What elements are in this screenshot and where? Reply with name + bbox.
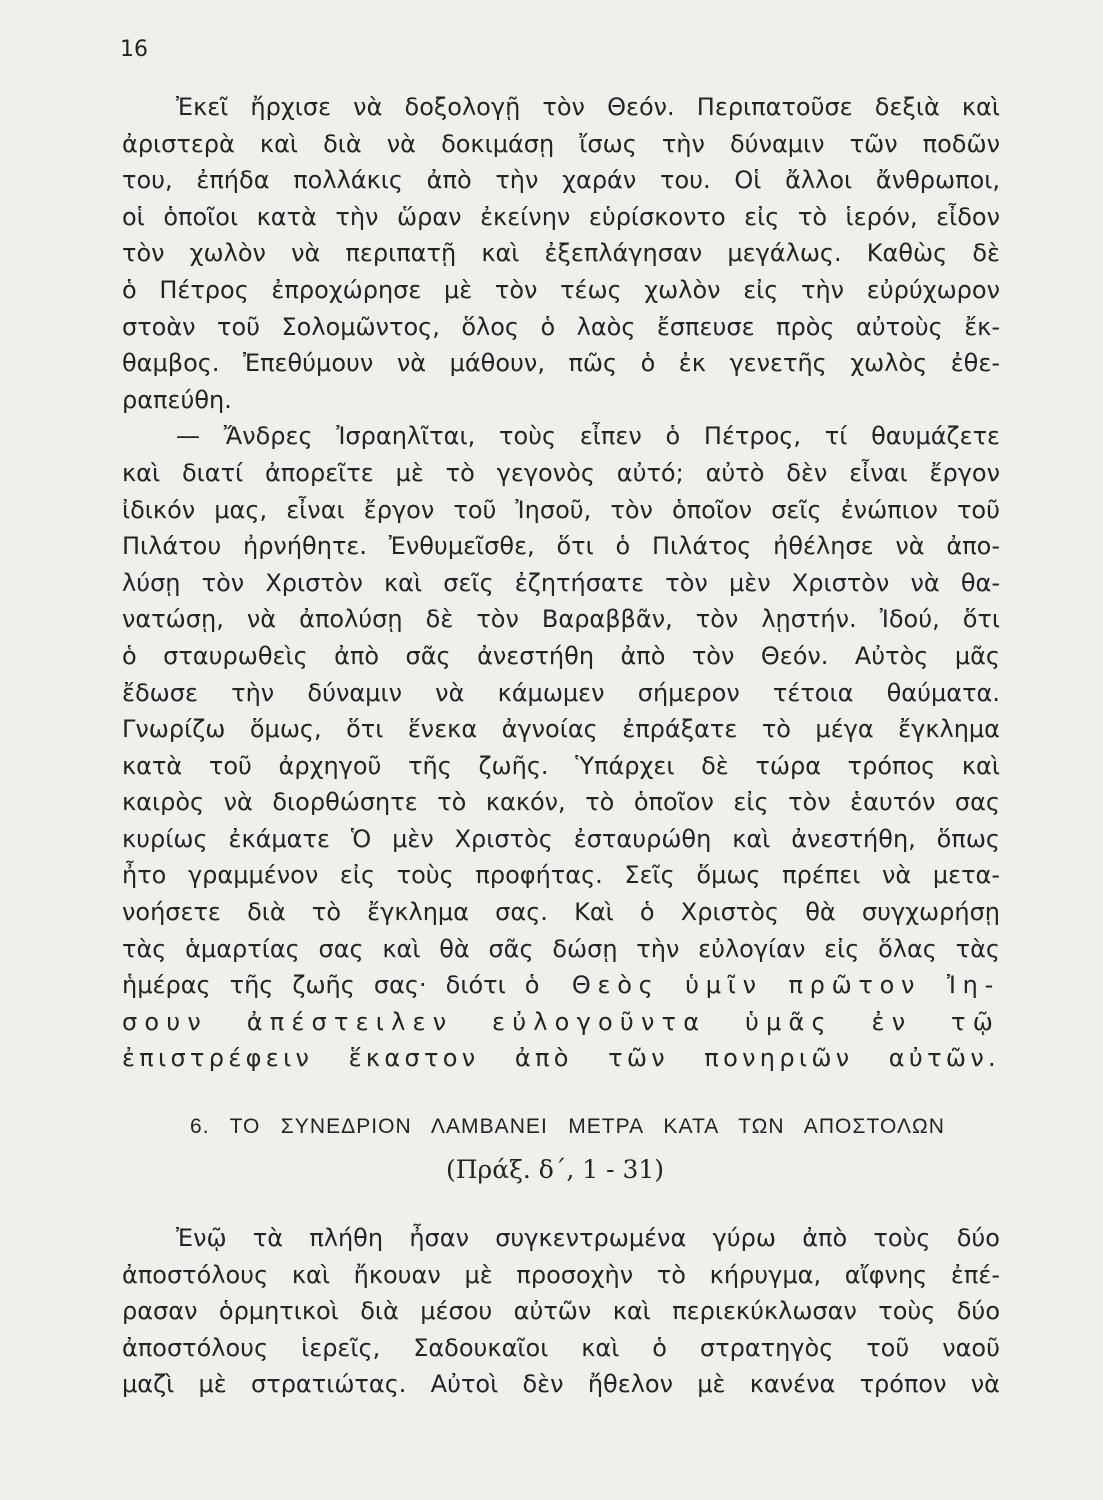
page-number: 16 <box>120 37 148 62</box>
text-line: ἀποστόλους ἱερεῖς, Σαδουκαῖοι καὶ ὁ στρατηγὸς τοῦ ναοῦ <box>122 1333 1000 1362</box>
text-line: — Ἄνδρες Ἰσραηλῖται, τοὺς εἶπεν ὁ Πέτρος, τί θαυμάζετε <box>176 422 1000 451</box>
spaced-quote-segment: ἐπιστρέφειν ἕκαστον ἀπὸ τῶν πονηριῶν αὐτῶν. <box>122 1044 1000 1073</box>
text-line: νοήσετε διὰ τὸ ἔγκλημα σας. Καὶ ὁ Χριστὸς θὰ συγχωρήσῃ <box>122 898 1000 927</box>
text-line: τὸν χωλὸν νὰ περιπατῇ καὶ ἐξεπλάγησαν μεγάλως. Καθὼς δὲ <box>122 239 1000 268</box>
text-line <box>122 967 1000 1004</box>
text-line: ἔδωσε τὴν δύναμιν νὰ κάμωμεν σήμερον τέτοια θαύματα. <box>122 678 1000 707</box>
text-line: στοὰν τοῦ Σολομῶντος, ὅλος ὁ λαὸς ἔσπευσε πρὸς αὐτοὺς ἔκ- <box>122 312 1000 341</box>
scripture-reference: (Πράξ. δ΄, 1 - 31) <box>445 1155 665 1184</box>
text-line: Γνωρίζω ὅμως, ὅτι ἕνεκα ἀγνοίας ἐπράξατε τὸ μέγα ἔγκλημα <box>122 715 1000 744</box>
text-line: μαζὶ μὲ στρατιώτας. Αὐτοὶ δὲν ἤθελον μὲ κανένα τρόπον νὰ <box>122 1370 1000 1399</box>
text-line <box>122 1040 1000 1077</box>
text-line: λύσῃ τὸν Χριστὸν καὶ σεῖς ἐζητήσατε τὸν μὲν Χριστὸν νὰ θα- <box>122 568 1000 597</box>
passage-text <box>122 89 1000 1077</box>
spaced-quote-segment: ὁ Θεὸς ὑμῖν πρῶτον Ἰη- <box>524 971 1000 1000</box>
text-line: ἦτο γραμμένον εἰς τοὺς προφήτας. Σεῖς ὅμως πρέπει νὰ μετα- <box>122 861 1000 890</box>
text-line: Ἐνῷ τὰ πλήθη ἦσαν συγκεντρωμένα γύρω ἀπὸ τοὺς δύο <box>176 1224 1000 1252</box>
section-heading: 6. ΤΟ ΣΥΝΕΔΡΙΟΝ ΛΑΜΒΑΝΕΙ ΜΕΤΡΑ ΚΑΤΑ ΤΩΝ ΑΠΟΣΤΟΛΩΝ <box>190 1115 945 1138</box>
text-line: ὁ Πέτρος ἐπροχώρησε μὲ τὸν τέως χωλὸν εἰς τὴν εὐρύχωρον <box>122 275 1000 304</box>
text-line: θαμβος. Ἐπεθύμουν νὰ μάθουν, πῶς ὁ ἐκ γενετῆς χωλὸς ἐθε- <box>122 349 1000 378</box>
spaced-quote-segment: σουν ἀπέστειλεν εὐλογοῦντα ὑμᾶς ἐν τῷ <box>122 1007 1000 1036</box>
text-segment: ἡμέρας τῆς ζωῆς σας· διότι <box>122 971 506 1000</box>
text-line: κυρίως ἐκάματε Ὁ μὲν Χριστὸς ἐσταυρώθη καὶ ἀνεστήθη, ὅπως <box>122 824 1000 853</box>
text-line: ἀποστόλους καὶ ἤκουαν μὲ προσοχὴν τὸ κήρυγμα, αἴφνης ἐπέ- <box>122 1260 1000 1289</box>
text-line: τὰς ἁμαρτίας σας καὶ θὰ σᾶς δώσῃ τὴν εὐλογίαν εἰς ὅλας τὰς <box>122 934 1000 963</box>
text-line: ὁ σταυρωθεὶς ἀπὸ σᾶς ἀνεστήθη ἀπὸ τὸν Θεόν. Αὐτὸς μᾶς <box>122 641 1000 670</box>
text-line: ρασαν ὁρμητικοὶ διὰ μέσου αὐτῶν καὶ περιεκύκλωσαν τοὺς δύο <box>122 1297 1000 1326</box>
text-line: οἱ ὁποῖοι κατὰ τὴν ὥραν ἐκείνην εὑρίσκοντο εἰς τὸ ἱερόν, εἶδον <box>122 202 1000 231</box>
text-line: νατώσῃ, νὰ ἀπολύσῃ δὲ τὸν Βαραββᾶν, τὸν λῃστήν. Ἰδού, ὅτι <box>122 605 1000 634</box>
text-line: κατὰ τοῦ ἀρχηγοῦ τῆς ζωῆς. Ὑπάρχει δὲ τώρα τρόπος καὶ <box>122 751 1000 780</box>
text-line: Πιλάτου ἠρνήθητε. Ἐνθυμεῖσθε, ὅτι ὁ Πιλάτος ἠθέλησε νὰ ἀπο- <box>122 532 1000 561</box>
text-line: Ἐκεῖ ἤρχισε νὰ δοξολογῇ τὸν Θεόν. Περιπατοῦσε δεξιὰ καὶ <box>176 93 1000 121</box>
text-line: ἀριστερὰ καὶ διὰ νὰ δοκιμάσῃ ἴσως τὴν δύναμιν τῶν ποδῶν <box>122 129 1000 158</box>
text-line: καιρὸς νὰ διορθώσητε τὸ κακόν, τὸ ὁποῖον εἰς τὸν ἑαυτόν σας <box>122 788 1000 817</box>
text-line: του, ἐπήδα πολλάκις ἀπὸ τὴν χαράν του. Οἱ ἄλλοι ἄνθρωποι, <box>122 166 1000 195</box>
text-line: καὶ διατί ἀπορεῖτε μὲ τὸ γεγονὸς αὐτό; αὐτὸ δὲν εἶναι ἔργον <box>122 458 1000 487</box>
section-text <box>122 1220 1000 1403</box>
text-line: ραπεύθη. <box>122 385 232 414</box>
text-line: ἰδικόν μας, εἶναι ἔργον τοῦ Ἰησοῦ, τὸν ὁποῖον σεῖς ἐνώπιον τοῦ <box>122 495 1000 524</box>
text-line <box>122 1004 1000 1041</box>
